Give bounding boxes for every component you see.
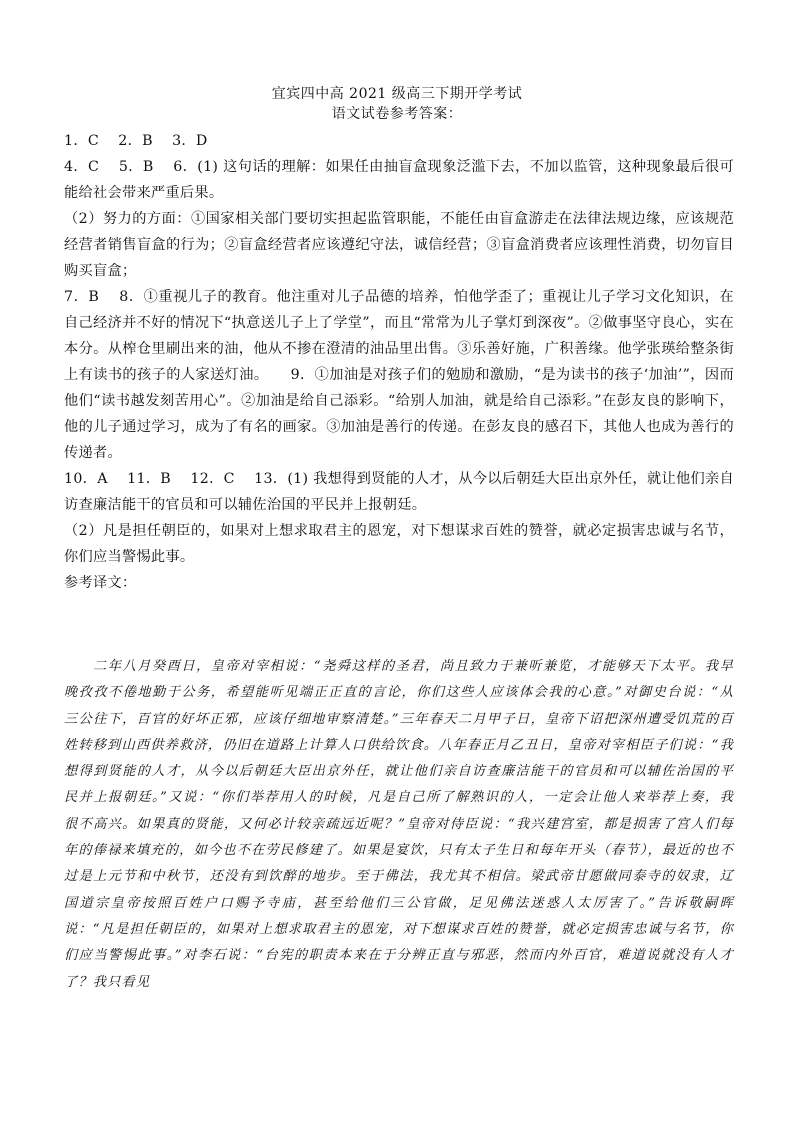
page-subtitle: 语文试卷参考答案： <box>331 106 463 122</box>
answers-section <box>64 128 734 596</box>
reference-translation-label: 参考译文： <box>64 575 137 591</box>
answer-line-1-3: 1．C 2．B 3．D <box>64 133 208 149</box>
answer-q13-part2: （2）凡是担任朝臣的，如果对上想求取君主的恩宠，对下想谋求百姓的赞誉，就必定损害忠诚与名节，你们应当警惕此事。 <box>64 523 734 565</box>
reference-translation <box>64 654 734 996</box>
translation-paragraph: 二年八月癸酉日，皇帝对宰相说：“尧舜这样的圣君，尚且致力于兼听兼览，才能够天下太平。我早晚孜孜不倦地勤于公务，希望能听见端正正直的言论，你们这些人应该体会我的心意。”对御史台说：“从三公往下，百官的好坏正邪，应该仔细地审察清楚。”三年春天二月甲子日，皇帝下诏把深州遭受饥荒的百姓转移到山西供养救济，仍旧在道路上计算人口供给饮食。八年春正月乙丑日，皇帝对宰相臣子们说：“我想得到贤能的人才，从今以后朝廷大臣出京外任，就让他们亲自访查廉洁能干的官员和可以辅佐治国的平民并上报朝廷。”又说：“你们举荐用人的时候，凡是自己所了解熟识的人，一定会让他人来举荐上奏，我很不高兴。如果真的贤能，又何必计较亲疏远近呢？”皇帝对侍臣说：“我兴建宫室，都是损害了宫人们每年的俸禄来填充的，如今也不在劳民修建了。如果是宴饮，只有太子生日和每年开头（春节），最近的也不过是上元节和中秋节，还没有到饮醉的地步。至于佛法，我尤其不相信。梁武帝甘愿做同泰寺的奴隶，辽国道宗皇帝按照百姓户口赐予寺庙，甚至给他们三公官做，足见佛法迷惑人太厉害了。”告诉敬嗣晖说：“凡是担任朝臣的，如果对上想求取君主的恩宠，对下想谋求百姓的赞誉，就必定损害忠诚与名节，你们应当警惕此事。”对李石说：“台宪的职责本来在于分辨正直与邪恶，然而内外百官，难道说就没有人才了？我只看见 <box>64 659 734 990</box>
answer-q10-13: 10．A 11．B 12．C 13．(1) 我想得到贤能的人才，从今以后朝廷大臣出京外任，就让他们亲自访查廉洁能干的官员和可以辅佐治国的平民并上报朝廷。 <box>64 471 734 513</box>
answer-q7-9: 7．B 8．①重视儿子的教育。他注重对儿子品德的培养，怕他学歪了；重视让儿子学习文化知识，在自己经济并不好的情况下“执意送儿子上了学堂”，而且“常常为儿子掌灯到深夜”。②做事坚守良心，实在本分。从榨仓里刷出来的油，他从不掺在澄清的油品里出售。③乐善好施，广积善缘。他学张瑛给整条街上有读书的孩子的人家送灯油。 9．①加油是对孩子们的勉励和激励，“是为读书的孩子‘加油’”，因而他们“读书越发刻苦用心”。②加油是给自己添彩。“给别人加油，就是给自己添彩。”在彭友良的影响下，他的儿子通过学习，成为了有名的画家。③加油是善行的传递。在彭友良的感召下，其他人也成为善行的传递者。 <box>64 289 734 461</box>
answer-line-4-6: 4．C 5．B 6．(1) 这句话的理解：如果任由抽盲盒现象泛滥下去，不加以监管，这种现象最后很可能给社会带来严重后果。 <box>64 159 734 201</box>
page-title: 宜宾四中高 2021 级高三下期开学考试 <box>271 86 523 102</box>
answer-q6-part2: （2）努力的方面：①国家相关部门要切实担起监管职能，不能任由盲盒游走在法律法规边缘，应该规范经营者销售盲盒的行为；②盲盒经营者应该遵纪守法，诚信经营；③盲盒消费者应该理性消费，切勿盲目购买盲盒； <box>64 211 734 279</box>
